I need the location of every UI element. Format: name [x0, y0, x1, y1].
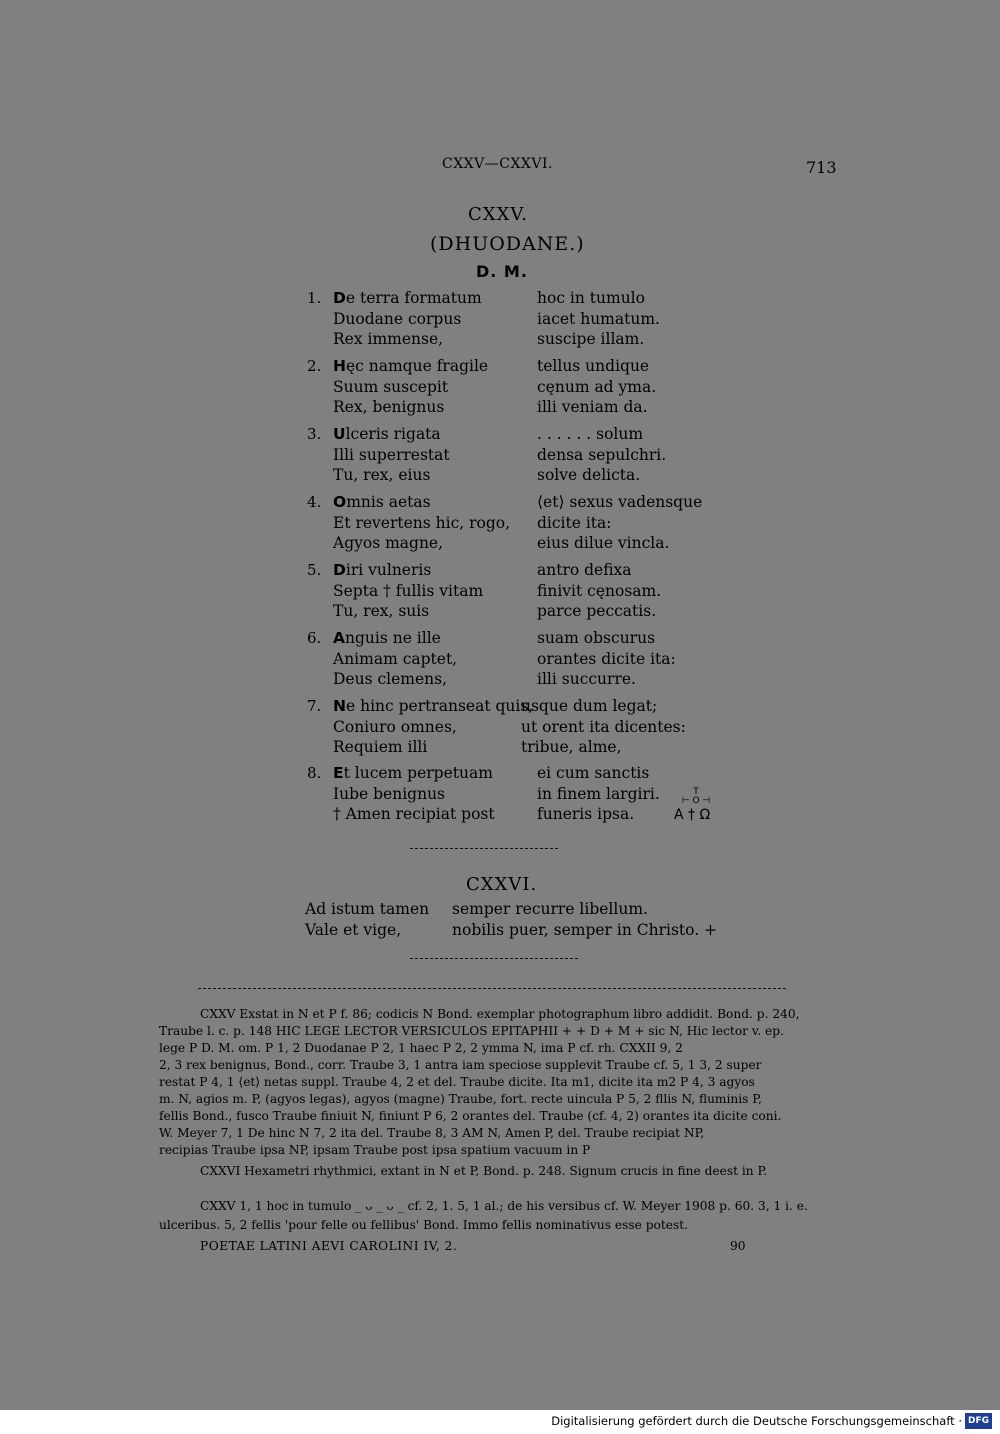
footer-band [0, 1410, 1000, 1434]
poem2-left: Ad istum tamen [305, 900, 430, 918]
verse-left [333, 560, 431, 581]
verse-right: densa sepulchri. [537, 445, 667, 464]
verse-right: illi veniam da. [537, 398, 648, 416]
footnote-line: Traube l. c. p. 148 HIC LEGE LECTOR VERSICULOS EPITAPHII + + D + M + sic N, Hic lector v. ep. [159, 1024, 784, 1038]
footnote-line: restat P 4, 1 ⟨et⟩ netas suppl. Traube 4, 2 et del. Traube dicite. Ita m1, dicite ita m2 P 4, 3 agyos [159, 1075, 755, 1089]
verse-left-text: nguis ne ille [345, 629, 441, 647]
verse-left-text: Illi superrestat [333, 445, 450, 464]
poem2-left: Vale et vige, [305, 920, 402, 939]
alpha-omega-symbol: A † Ω [674, 807, 711, 823]
poem2-right: nobilis puer, semper in Christo. + [452, 920, 718, 939]
stanza-number: 5. [307, 561, 322, 579]
separator-rule [410, 848, 558, 849]
poem-title-cxxvi: CXXVI. [466, 874, 538, 895]
page-number: 713 [806, 158, 837, 177]
verse-left [333, 804, 495, 825]
verse-left [333, 424, 441, 445]
verse-left-text: † Amen recipiat post [333, 805, 495, 823]
dfg-logo: DFG [965, 1413, 992, 1429]
verse-right: ⟨et⟩ sexus vadensque [537, 493, 703, 511]
verse-right: tribue, alme, [521, 738, 622, 756]
verse-right: parce peccatis. [537, 602, 657, 620]
commentary-line: CXXV 1, 1 hoc in tumulo _ ᴗ _ ᴗ _ cf. 2, 1. 5, 1 al.; de his versibus cf. W. Meyer 1908 p. 60. 3, 1 i. e. [200, 1199, 808, 1213]
verse-left-text: Agyos magne, [333, 534, 444, 552]
running-head: CXXV—CXXVI. [442, 156, 553, 172]
verse-left [333, 649, 457, 670]
verse-right: illi succurre. [537, 670, 636, 688]
verse-left-text: mnis aetas [346, 493, 431, 511]
verse-right: iacet humatum. [537, 309, 660, 328]
verse-left-text: Requiem illi [333, 738, 428, 756]
funding-notice: Digitalisierung gefördert durch die Deutsche Forschungsgemeinschaft · [551, 1414, 962, 1428]
footnote-line: CXXV Exstat in N et P f. 86; codicis N Bond. exemplar photographum libro addidit. Bond. p. 240, [200, 1007, 800, 1021]
verse-left [333, 581, 483, 602]
footnote-line: recipias Traube ipsa NP, ipsam Traube post ipsa spatium vacuum in P [159, 1143, 591, 1157]
stanza-number: 2. [307, 357, 322, 375]
verse-left [333, 669, 447, 690]
verse-initial: U [333, 425, 346, 443]
verse-left-text: t lucem perpetuam [343, 764, 493, 782]
verse-right: dicite ita: [537, 513, 612, 532]
verse-left [333, 492, 431, 513]
verse-left-text: Animam captet, [333, 649, 458, 668]
verse-left-text: Iube benignus [333, 784, 446, 803]
footnote-line: lege P D. M. om. P 1, 2 Duodanae P 2, 1 haec P 2, 2 ymma N, ima P cf. rh. CXXII 9, 2 [159, 1041, 683, 1055]
footnote-line: fellis Bond., fusco Traube finiuit N, finiunt P 6, 2 orantes del. Traube (cf. 4, 2) orantes ita dicite coni. [159, 1109, 782, 1123]
verse-initial: A [333, 629, 345, 647]
verse-left-text: e hinc pertranseat quis, [345, 697, 534, 715]
verse-right: suscipe illam. [537, 330, 645, 348]
verse-right: eius dilue vincla. [537, 534, 670, 552]
verse-right: ei cum sanctis [537, 764, 650, 782]
verse-left [333, 717, 457, 738]
verse-right: finivit cęnosam. [537, 581, 662, 600]
verse-left [333, 513, 510, 534]
verse-left [333, 329, 443, 350]
verse-left [333, 784, 445, 805]
verse-right: orantes dicite ita: [537, 649, 676, 668]
verse-initial: N [333, 697, 346, 715]
poem-title-cxxv: CXXV. [468, 204, 528, 225]
verse-left-text: Rex immense, [333, 330, 444, 348]
verse-left [333, 356, 488, 377]
verse-left [333, 309, 461, 330]
signature-line: POETAE LATINI AEVI CAROLINI IV, 2. [200, 1239, 458, 1253]
cross-bar-symbol: ⊢ O ⊣ [681, 796, 711, 806]
verse-left-text: Duodane corpus [333, 309, 462, 328]
verse-right: hoc in tumulo [537, 289, 645, 307]
verse-left [333, 288, 482, 309]
verse-right: solve delicta. [537, 466, 641, 484]
signature-number: 90 [730, 1239, 746, 1253]
stanza-number: 3. [307, 425, 322, 443]
verse-left [333, 377, 448, 398]
verse-right: usque dum legat; [521, 697, 658, 715]
verse-right: funeris ipsa. [537, 805, 635, 823]
verse-right: ut orent ita dicentes: [521, 717, 686, 736]
stanza-number: 1. [307, 289, 322, 307]
verse-right: in finem largiri. [537, 784, 660, 803]
verse-left-text: Et revertens hic, rogo, [333, 513, 511, 532]
verse-left-text: Tu, rex, suis [333, 602, 430, 620]
stanza-number: 4. [307, 493, 322, 511]
footnote-line: W. Meyer 7, 1 De hinc N 7, 2 ita del. Traube 8, 3 AM N, Amen P, del. Traube recipiat NP, [159, 1126, 705, 1140]
verse-left [333, 601, 429, 622]
verse-left-text: iri vulneris [345, 561, 432, 579]
verse-initial: H [333, 357, 346, 375]
verse-right: antro defixa [537, 561, 632, 579]
verse-right: . . . . . . solum [537, 425, 644, 443]
footnote-line: CXXVI Hexametri rhythmici, extant in N et P, Bond. p. 248. Signum crucis in fine deest in P. [200, 1164, 768, 1178]
poem-subtitle: (DHUODANE.) [430, 233, 585, 255]
verse-initial: O [333, 493, 347, 511]
verse-left-text: Suum suscepit [333, 377, 449, 396]
verse-left-text: Septa † fullis vitam [333, 581, 484, 600]
verse-left-text: Deus clemens, [333, 670, 448, 688]
verse-right: tellus undique [537, 357, 650, 375]
footnote-line: m. N, agios m. P, (agyos legas), agyos (magne) Traube, fort. recte uincula P 5, 2 fllis N, fluminis P, [159, 1092, 762, 1106]
verse-initial: E [333, 764, 344, 782]
verse-left-text: Rex, benignus [333, 398, 445, 416]
verse-left [333, 533, 443, 554]
verse-left-text: e terra formatum [345, 289, 482, 307]
verse-left [333, 737, 427, 758]
verse-left [333, 628, 441, 649]
separator-rule [410, 958, 578, 959]
verse-left [333, 696, 533, 717]
verse-left-text: Coniuro omnes, [333, 717, 457, 736]
verse-initial: D [333, 561, 346, 579]
poem2-right: semper recurre libellum. [452, 900, 648, 918]
verse-left-text: Tu, rex, eius [333, 466, 431, 484]
verse-left [333, 465, 430, 486]
verse-left-text: lceris rigata [345, 425, 441, 443]
verse-initial: D [333, 289, 346, 307]
verse-right: suam obscurus [537, 629, 656, 647]
commentary-line: ulceribus. 5, 2 fellis 'pour felle ou fellibus' Bond. Immo fellis nominativus esse potest. [159, 1218, 688, 1232]
tau-symbol: T [693, 787, 699, 797]
dm-heading: D. M. [476, 262, 528, 281]
verse-right: cęnum ad yma. [537, 377, 657, 396]
stanza-number: 8. [307, 764, 322, 782]
verse-left-text: ęc namque fragile [345, 357, 489, 375]
stanza-number: 7. [307, 697, 322, 715]
footnote-line: 2, 3 rex benignus, Bond., corr. Traube 3, 1 antra iam speciose supplevit Traube cf. 5, 1 3, 2 super [159, 1058, 762, 1072]
stanza-number: 6. [307, 629, 322, 647]
footnote-rule [198, 988, 786, 989]
verse-left [333, 397, 444, 418]
verse-left [333, 445, 450, 466]
verse-left [333, 763, 493, 784]
